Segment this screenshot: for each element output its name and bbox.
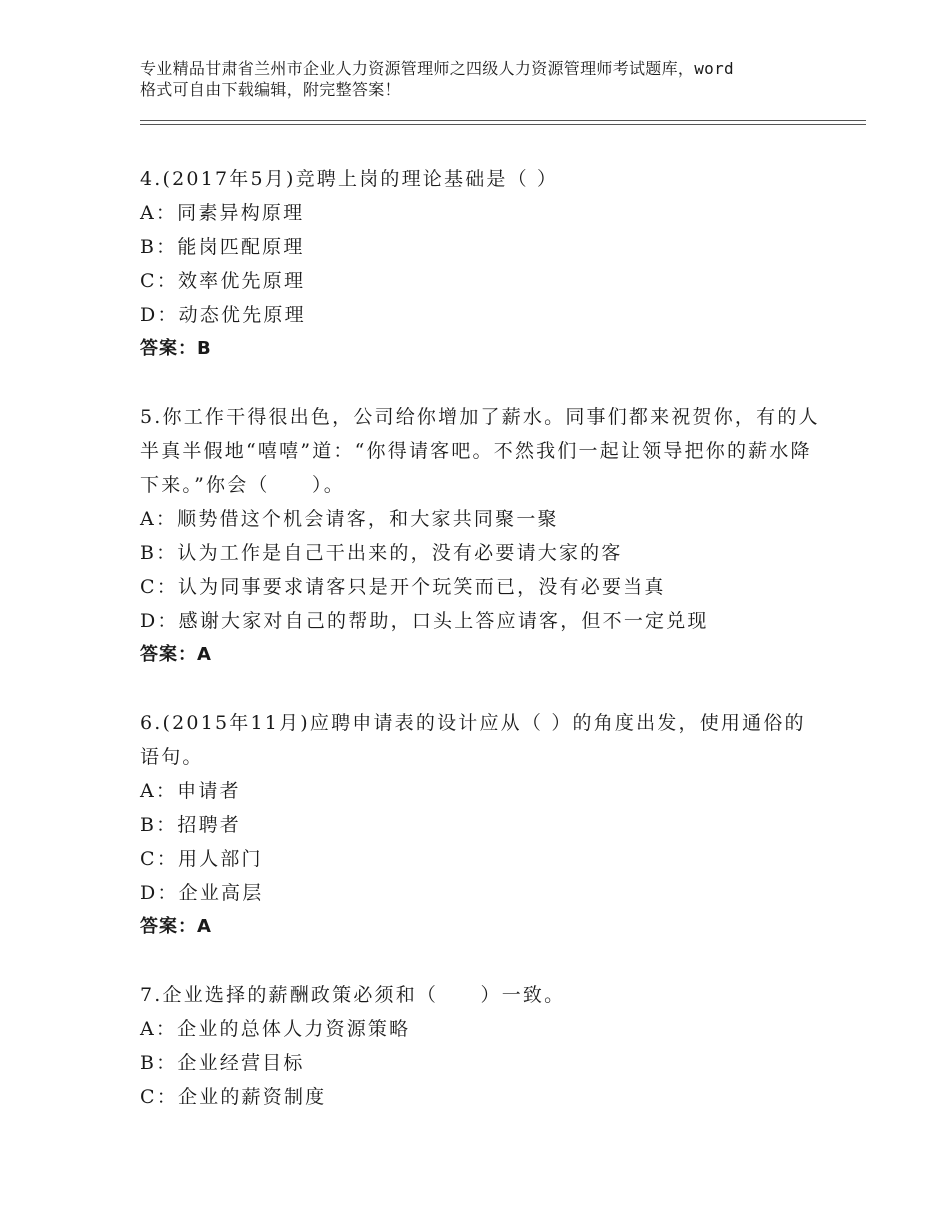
question-text: 7.企业选择的薪酬政策必须和（ ）一致。 xyxy=(140,984,566,1006)
option-b: B：认为工作是自己干出来的，没有必要请大家的客 xyxy=(140,542,623,564)
answer: 答案：A xyxy=(140,644,212,665)
question-text: 4.(2017年5月)竞聘上岗的理论基础是（ ） xyxy=(140,168,559,190)
question-5 xyxy=(140,400,820,672)
option-c: C：效率优先原理 xyxy=(140,270,306,292)
question-text: 6.(2015年11月)应聘申请表的设计应从（ ）的角度出发，使用通俗的语句。 xyxy=(140,712,806,768)
option-a: A：同素异构原理 xyxy=(140,202,305,224)
question-6 xyxy=(140,706,820,944)
answer: 答案：B xyxy=(140,338,212,359)
header-line-2: 格式可自由下载编辑，附完整答案！ xyxy=(140,80,401,99)
option-d: D：动态优先原理 xyxy=(140,304,306,326)
option-b: B：招聘者 xyxy=(140,814,241,836)
option-d: D：感谢大家对自己的帮助，口头上答应请客，但不一定兑现 xyxy=(140,610,709,632)
option-b: B：企业经营目标 xyxy=(140,1052,305,1074)
header-divider-bottom xyxy=(140,124,866,125)
question-4 xyxy=(140,162,820,366)
option-d: D：企业高层 xyxy=(140,882,264,904)
answer: 答案：A xyxy=(140,916,212,937)
option-c: C：用人部门 xyxy=(140,848,263,870)
option-a: A：申请者 xyxy=(140,780,241,802)
document-header xyxy=(140,58,830,100)
option-b: B：能岗匹配原理 xyxy=(140,236,305,258)
question-list xyxy=(140,162,820,1148)
header-divider-top xyxy=(140,120,866,121)
option-c: C：认为同事要求请客只是开个玩笑而已，没有必要当真 xyxy=(140,576,666,598)
header-line-1: 专业精品甘肃省兰州市企业人力资源管理师之四级人力资源管理师考试题库，word xyxy=(140,59,734,78)
option-a: A：企业的总体人力资源策略 xyxy=(140,1018,411,1040)
question-text: 5.你工作干得很出色，公司给你增加了薪水。同事们都来祝贺你，有的人半真半假地“嘻嘻”道：“你得请客吧。不然我们一起让领导把你的薪水降下来。”你会（ ）。 xyxy=(140,406,820,496)
option-a: A：顺势借这个机会请客，和大家共同聚一聚 xyxy=(140,508,559,530)
option-c: C：企业的薪资制度 xyxy=(140,1086,327,1108)
question-7 xyxy=(140,978,820,1114)
